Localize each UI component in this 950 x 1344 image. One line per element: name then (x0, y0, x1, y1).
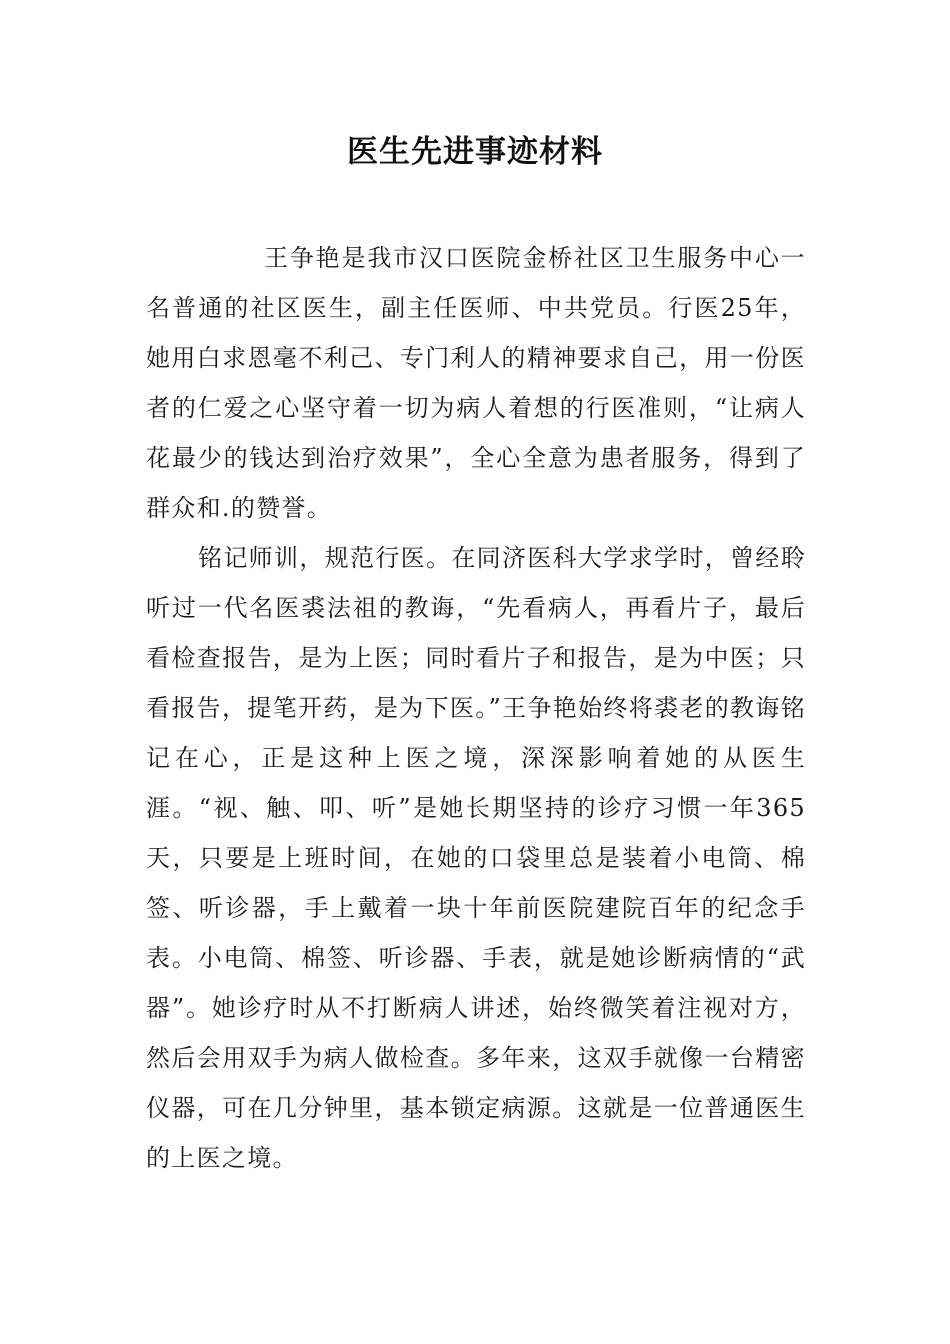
document-body (146, 233, 806, 1183)
paragraph: 铭记师训，规范行医。在同济医科大学求学时，曾经聆听过一代名医裘法祖的教诲，“先看病人，再看片子，最后看检查报告，是为上医；同时看片子和报告，是为中医；只看报告，提笔开药，是为下医。”王争艳始终将裘老的教诲铭记在心，正是这种上医之境，深深影响着她的从医生涯。“视、触、叩、听”是她长期坚持的诊疗习惯一年365天，只要是上班时间，在她的口袋里总是装着小电筒、棉签、听诊器，手上戴着一块十年前医院建院百年的纪念手表。小电筒、棉签、听诊器、手表，就是她诊断病情的“武器”。她诊疗时从不打断病人讲述，始终微笑着注视对方，然后会用双手为病人做检查。多年来，这双手就像一台精密仪器，可在几分钟里，基本锁定病源。这就是一位普通医生的上医之境。 (146, 544, 806, 1172)
paragraph: 王争艳是我市汉口医院金桥社区卫生服务中心一名普通的社区医生，副主任医师、中共党员。行医25年，她用白求恩毫不利己、专门利人的精神要求自己，用一份医者的仁爱之心坚守着一切为病人着想的行医准则，“让病人花最少的钱达到治疗效果”，全心全意为患者服务，得到了群众和.的赞誉。 (146, 244, 806, 522)
document-title: 医生先进事迹材料 (347, 134, 603, 170)
